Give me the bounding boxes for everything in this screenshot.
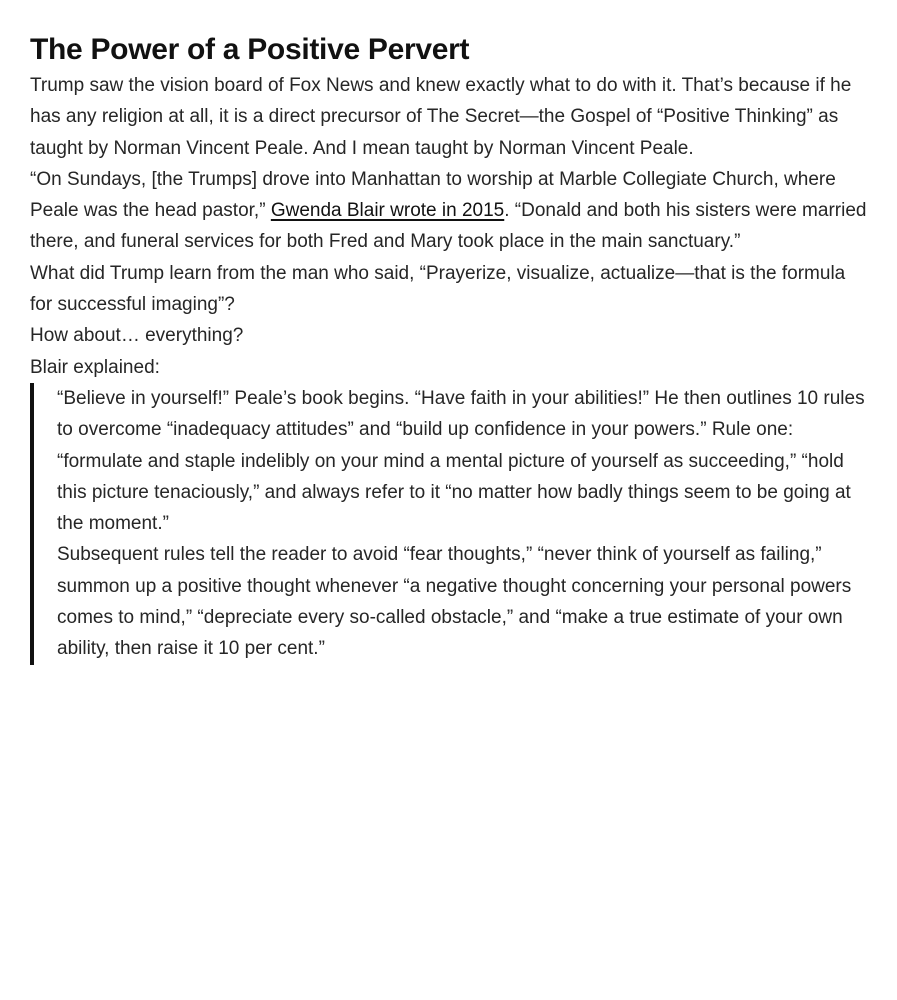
paragraph-blair-explained: Blair explained:	[30, 356, 160, 378]
paragraph-marble-collegiate	[30, 164, 867, 258]
gwenda-blair-link[interactable]: Gwenda Blair wrote in 2015	[270, 200, 505, 222]
paragraph-vision-board: Trump saw the vision board of Fox News and knew exactly what to do with it. That’s because if he has any religion at all, it is a direct precursor of The Secret—the Gospel of “Positive Thinking” as taught by Norman Vincent Peale. And I mean taught by Norman Vincent Peale.	[30, 75, 852, 159]
paragraph-text-before-link: “On Sundays, [the Trumps] drove into Manhattan to worship at Marble Collegiate Church, where Peale was the head pastor,”	[30, 168, 836, 222]
paragraph-how-about: How about… everything?	[30, 325, 244, 347]
paragraph-prayerize: What did Trump learn from the man who said, “Prayerize, visualize, actualize—that is the formula for successful imaging”?	[30, 262, 846, 316]
blockquote-subsequent-rules	[30, 539, 867, 664]
quote-text: Subsequent rules tell the reader to avoid “fear thoughts,” “never think of yourself as failing,” summon up a positive thought whenever “a negative thought concerning your personal powers comes to mind,” “depreciate every so-called obstacle,” and “make a true estimate of your own ability, then raise it 10 per cent.”	[57, 544, 852, 660]
blockquote-believe-in-yourself	[30, 383, 867, 539]
quote-text: “Believe in yourself!” Peale’s book begins. “Have faith in your abilities!” He then outlines 10 rules to overcome “inadequacy attitudes” and “build up confidence in your powers.” Rule one: “formulate and staple indelibly on your mind a mental picture of yourself as succeeding,” “hold this picture tenaciously,” and always refer to it “no matter how badly things seem to be going at the moment.”	[57, 387, 865, 535]
paragraph-text-after-link: . “Donald and both his sisters were married there, and funeral services for both Fred and Mary took place in the main sanctuary.”	[30, 200, 867, 253]
section-heading: The Power of a Positive Pervert	[30, 33, 470, 66]
